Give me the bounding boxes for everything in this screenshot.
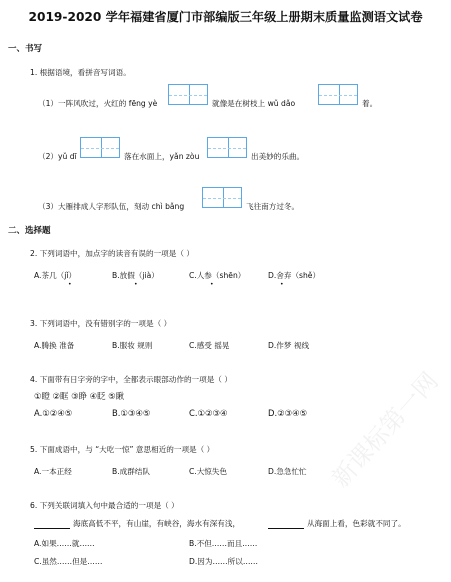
section-heading-writing: 一、书写 [8,44,43,54]
q1-answer-grid-1[interactable] [168,84,208,105]
question-3-stem: 3. 下列词语中，没有错别字的一项是（ ） [30,319,172,328]
q4-character-list: ①瞪 ②眶 ③睁 ④眨 ⑤瞅 [34,391,125,401]
question-2-stem: 2. 下列词语中，加点字的读音有误的一项是（ ） [30,249,194,258]
q1-line1-part-b: 就像是在树枝上 wǔ dǎo [212,99,296,108]
q2-option-a[interactable]: A.茶几（jǐ） [34,271,77,280]
q1-line2-part-a: （2）yǔ dī [38,152,77,161]
q1-line1-part-a: （1）一阵风吹过，火红的 fēng yè [38,99,158,108]
q6-sentence-part-1: 海底高低不平，有山崖，有峡谷，海水有深有浅， [73,519,241,528]
q1-line2-part-c: 出美妙的乐曲。 [251,152,305,161]
question-4-stem: 4. 下面带有日字旁的字中，全都表示眼部动作的一项是（ ） [30,375,232,384]
emphasis-dot: • [134,281,138,288]
q4-option-d[interactable]: D.②③④⑤ [268,408,308,418]
q1-answer-grid-2[interactable] [318,84,358,105]
section-heading-choice: 二、选择题 [8,226,51,236]
q1-line3-part-b: 飞往南方过冬。 [246,202,300,211]
q3-option-b[interactable]: B.服妆 规则 [112,341,153,350]
q4-option-c[interactable]: C.①②③④ [189,408,228,418]
q2-option-c[interactable]: C.人参（shēn） [189,271,246,280]
question-5-stem: 5. 下面成语中，与 “大吃一惊” 意思相近的一项是（ ） [30,445,215,454]
question-1-stem: 1. 根据语境，看拼音写词语。 [30,68,131,77]
q6-blank-1[interactable] [34,528,70,529]
q1-line2-part-b: 落在水面上，yǎn zòu [124,152,200,161]
q1-answer-grid-5[interactable] [202,187,242,208]
page-title: 2019-2020 学年福建省厦门市部编版三年级上册期末质量监测语文试卷 [28,10,423,24]
emphasis-dot: • [68,281,72,288]
q6-option-c[interactable]: C.虽然……但是…… [34,557,103,566]
q3-option-c[interactable]: C.感受 摇晃 [189,341,230,350]
q1-line1-part-c: 着。 [362,99,378,108]
q5-option-c[interactable]: C.大惊失色 [189,467,228,476]
q1-line3-part-a: （3）大雁排成人字形队伍，刻动 chì bǎng [38,202,185,211]
q5-option-b[interactable]: B.成群结队 [112,467,150,476]
q6-blank-2[interactable] [268,528,304,529]
q1-answer-grid-4[interactable] [207,137,247,158]
watermark: 新课标第一网 [326,367,444,493]
q2-option-d[interactable]: D.舍弃（shě） [268,271,321,280]
q3-option-a[interactable]: A.腾换 准备 [34,341,75,350]
q2-option-b[interactable]: B.放假（jià） [112,271,159,280]
q5-option-d[interactable]: D.急急忙忙 [268,467,307,476]
q6-option-a[interactable]: A.如果……就…… [34,539,95,548]
emphasis-dot: • [280,281,284,288]
q3-option-d[interactable]: D.作梦 视线 [268,341,310,350]
q6-sentence-part-2: 从海面上看，色彩就不同了。 [307,519,406,528]
q6-option-b[interactable]: B.不但……而且…… [189,539,258,548]
q4-option-b[interactable]: B.①③④⑤ [112,408,151,418]
q6-option-d[interactable]: D.因为……所以…… [189,557,259,566]
q4-option-a[interactable]: A.①②④⑤ [34,408,73,418]
question-6-stem: 6. 下列关联词填入句中最合适的一项是（ ） [30,501,179,510]
q1-answer-grid-3[interactable] [80,137,120,158]
emphasis-dot: • [210,281,214,288]
q5-option-a[interactable]: A.一本正经 [34,467,72,476]
